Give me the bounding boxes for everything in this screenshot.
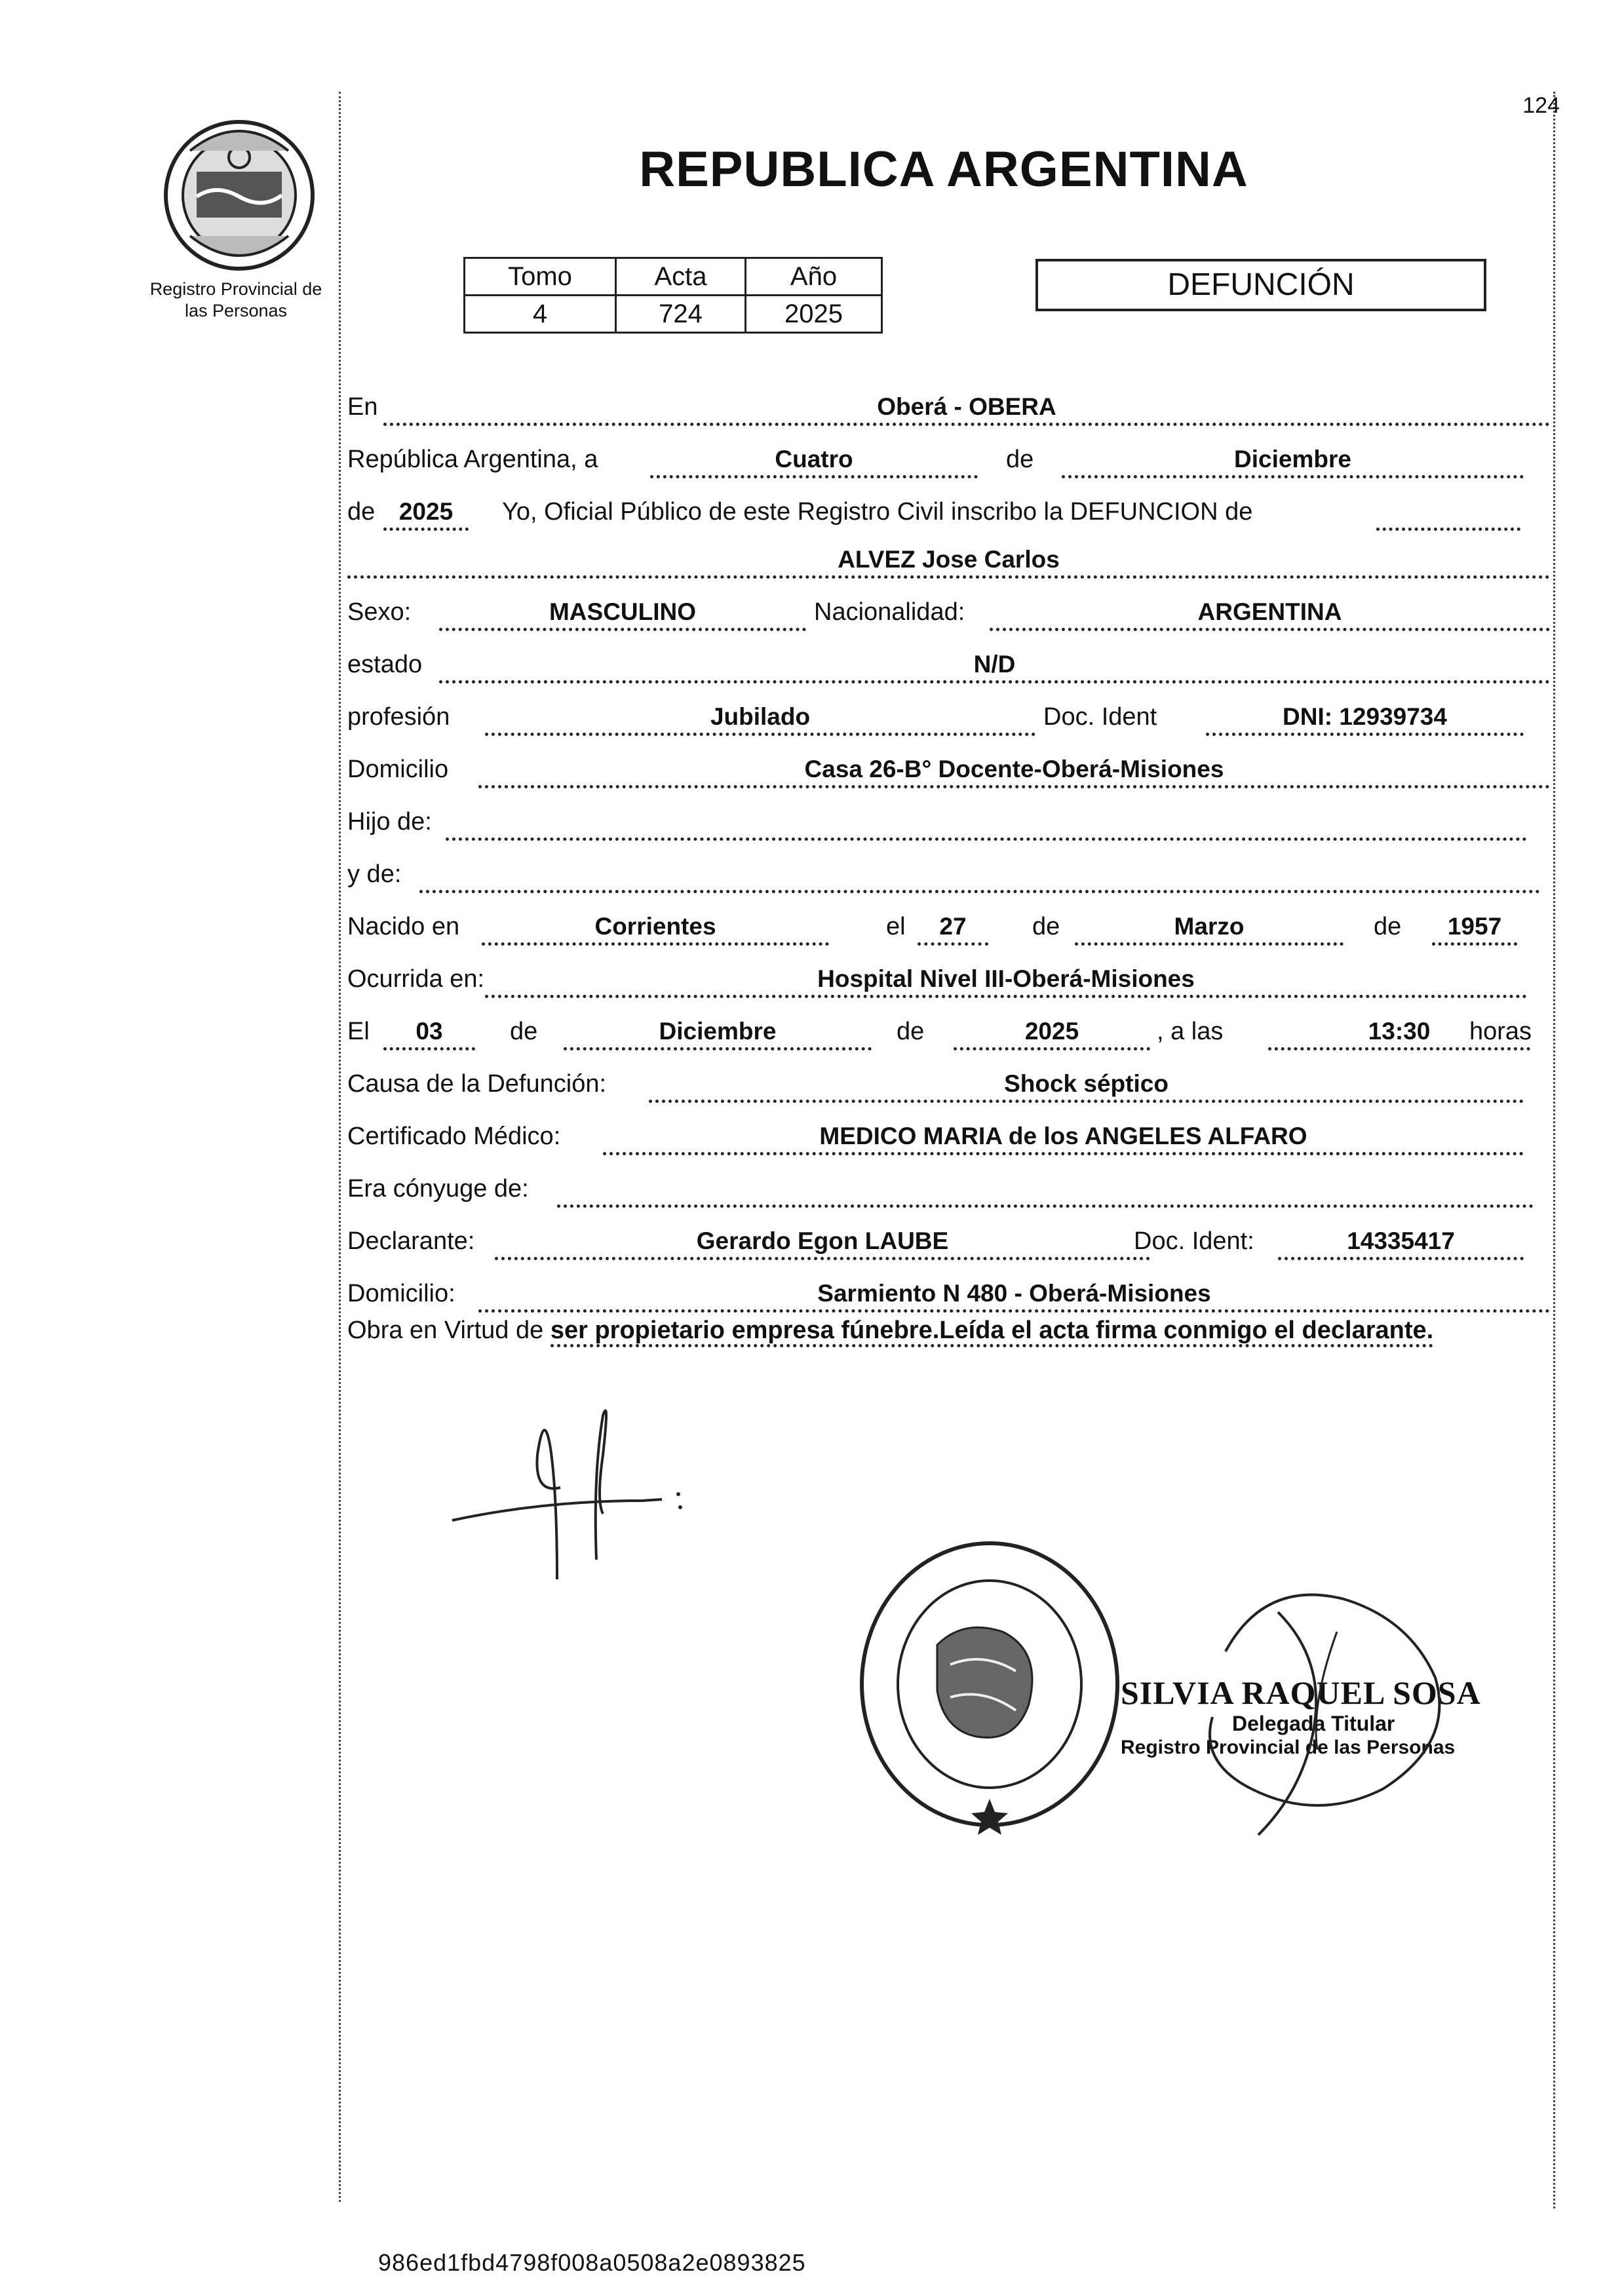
right-margin-line (1553, 92, 1555, 2208)
field-deceased-name: ALVEZ Jose Carlos (347, 536, 1550, 579)
row-hijo (347, 798, 1550, 844)
field-doc-ident-declarante: 14335417 (1278, 1218, 1524, 1260)
left-margin-line (339, 92, 341, 2202)
declarant-signature (446, 1396, 721, 1612)
row-y-de (347, 851, 1550, 896)
field-death-month: Diciembre (564, 1008, 872, 1050)
row-nacido (347, 903, 1550, 949)
value-anio: 2025 (746, 296, 882, 333)
value-acta: 724 (616, 296, 746, 333)
label-el: el (886, 913, 906, 940)
field-profesion: Jubilado (485, 693, 1035, 736)
registry-caption: Registro Provincial de las Personas (149, 279, 322, 320)
field-y-de (419, 851, 1540, 893)
label-declarante: Declarante: (347, 1227, 475, 1255)
row-ocurrida (347, 955, 1550, 1001)
field-birth-month: Marzo (1075, 903, 1344, 946)
field-doc-ident: DNI: 12939734 (1206, 693, 1524, 736)
field-nacionalidad: ARGENTINA (990, 588, 1550, 631)
label-en: En (347, 393, 378, 421)
label-ocurrida: Ocurrida en: (347, 965, 485, 993)
label-doc-ident: Doc. Ident (1043, 703, 1157, 731)
row-declarante (347, 1218, 1550, 1263)
field-sexo: MASCULINO (439, 588, 806, 631)
signatory-office: Registro Provincial de las Personas (1121, 1737, 1456, 1758)
header-tomo: Tomo (465, 258, 616, 296)
document-type-box: DEFUNCIÓN (1035, 259, 1486, 311)
field-death-day: 03 (383, 1008, 475, 1050)
field-estado: N/D (439, 641, 1550, 683)
field-birth-day: 27 (918, 903, 988, 946)
label-estado: estado (347, 651, 423, 678)
officer-text: Yo, Oficial Público de este Registro Civil inscribo la DEFUNCION de (502, 498, 1253, 526)
row-date (347, 436, 1550, 482)
label-de-birth-year: de (1374, 913, 1402, 940)
label-hijo: Hijo de: (347, 808, 432, 836)
label-de-birth-month: de (1032, 913, 1060, 940)
label-el-cap: El (347, 1018, 370, 1045)
row-domicilio-declarante (347, 1270, 1550, 1316)
label-sexo: Sexo: (347, 598, 412, 626)
field-domicilio: Casa 26-B° Docente-Oberá-Misiones (478, 746, 1550, 788)
officer-signature (1160, 1573, 1488, 1868)
label-de: de (1006, 446, 1034, 473)
label-conyuge: Era cónyuge de: (347, 1175, 529, 1203)
field-causa: Shock séptico (649, 1060, 1524, 1103)
field-birth-year: 1957 (1432, 903, 1517, 946)
row-place (347, 383, 1550, 429)
field-conyuge (557, 1165, 1534, 1208)
signatory-role: Delegada Titular (1232, 1712, 1395, 1735)
row-death-date (347, 1008, 1550, 1054)
field-obra: ser propietario empresa fúnebre.Leída el acta firma conmigo el declarante. (551, 1317, 1433, 1347)
field-place: Oberá - OBERA (383, 383, 1550, 426)
field-day-word: Cuatro (650, 436, 978, 478)
signatory-name: SILVIA RAQUEL SOSA (1121, 1674, 1481, 1711)
label-doc-ident-declarante: Doc. Ident: (1134, 1227, 1254, 1255)
header-acta: Acta (616, 258, 746, 296)
field-nacido-en: Corrientes (482, 903, 829, 946)
page-number: 124 (1522, 93, 1560, 118)
row-sexo (347, 588, 1550, 634)
label-de-death-month: de (510, 1018, 538, 1045)
value-tomo: 4 (465, 296, 616, 333)
row-profesion (347, 693, 1550, 739)
field-domicilio-declarante: Sarmiento N 480 - Oberá-Misiones (478, 1270, 1550, 1313)
label-profesion: profesión (347, 703, 450, 731)
row-deceased (347, 536, 1550, 582)
row-officer (347, 488, 1550, 534)
label-obra: Obra en Virtud de (347, 1317, 544, 1344)
field-death-year: 2025 (954, 1008, 1150, 1050)
label-de-death-year: de (897, 1018, 925, 1045)
page-title: REPUBLICA ARGENTINA (639, 142, 1248, 197)
field-death-time: 13:30 (1268, 1008, 1530, 1050)
row-estado (347, 641, 1550, 687)
province-emblem (151, 111, 328, 275)
label-certificado: Certificado Médico: (347, 1123, 561, 1150)
row-causa (347, 1060, 1550, 1106)
label-nacionalidad: Nacionalidad: (814, 598, 965, 626)
label-nacido: Nacido en (347, 913, 460, 940)
label-domicilio: Domicilio (347, 756, 449, 783)
field-hijo (446, 798, 1527, 841)
row-conyuge (347, 1165, 1550, 1211)
label-republic: República Argentina, a (347, 446, 598, 473)
label-a-las: , a las (1157, 1018, 1224, 1045)
label-de-year: de (347, 498, 376, 526)
label-horas: horas (1469, 1018, 1532, 1045)
label-domicilio-declarante: Domicilio: (347, 1280, 455, 1307)
label-causa: Causa de la Defunción: (347, 1070, 607, 1098)
field-year: 2025 (383, 488, 469, 531)
field-certificado: MEDICO MARIA de los ANGELES ALFARO (603, 1113, 1524, 1155)
obra-paragraph (347, 1311, 1547, 1350)
row-certificado (347, 1113, 1550, 1159)
row-domicilio (347, 746, 1550, 792)
document-hash: 986ed1fbd4798f008a0508a2e0893825 (378, 2249, 806, 2275)
registry-stamp (852, 1533, 1127, 1835)
field-declarante: Gerardo Egon LAUBE (495, 1218, 1150, 1260)
registry-table (463, 257, 883, 334)
field-officer-blank (1376, 488, 1520, 531)
field-ocurrida-en: Hospital Nivel III-Oberá-Misiones (485, 955, 1527, 998)
header-anio: Año (746, 258, 882, 296)
label-y-de: y de: (347, 860, 402, 888)
field-month: Diciembre (1062, 436, 1524, 478)
